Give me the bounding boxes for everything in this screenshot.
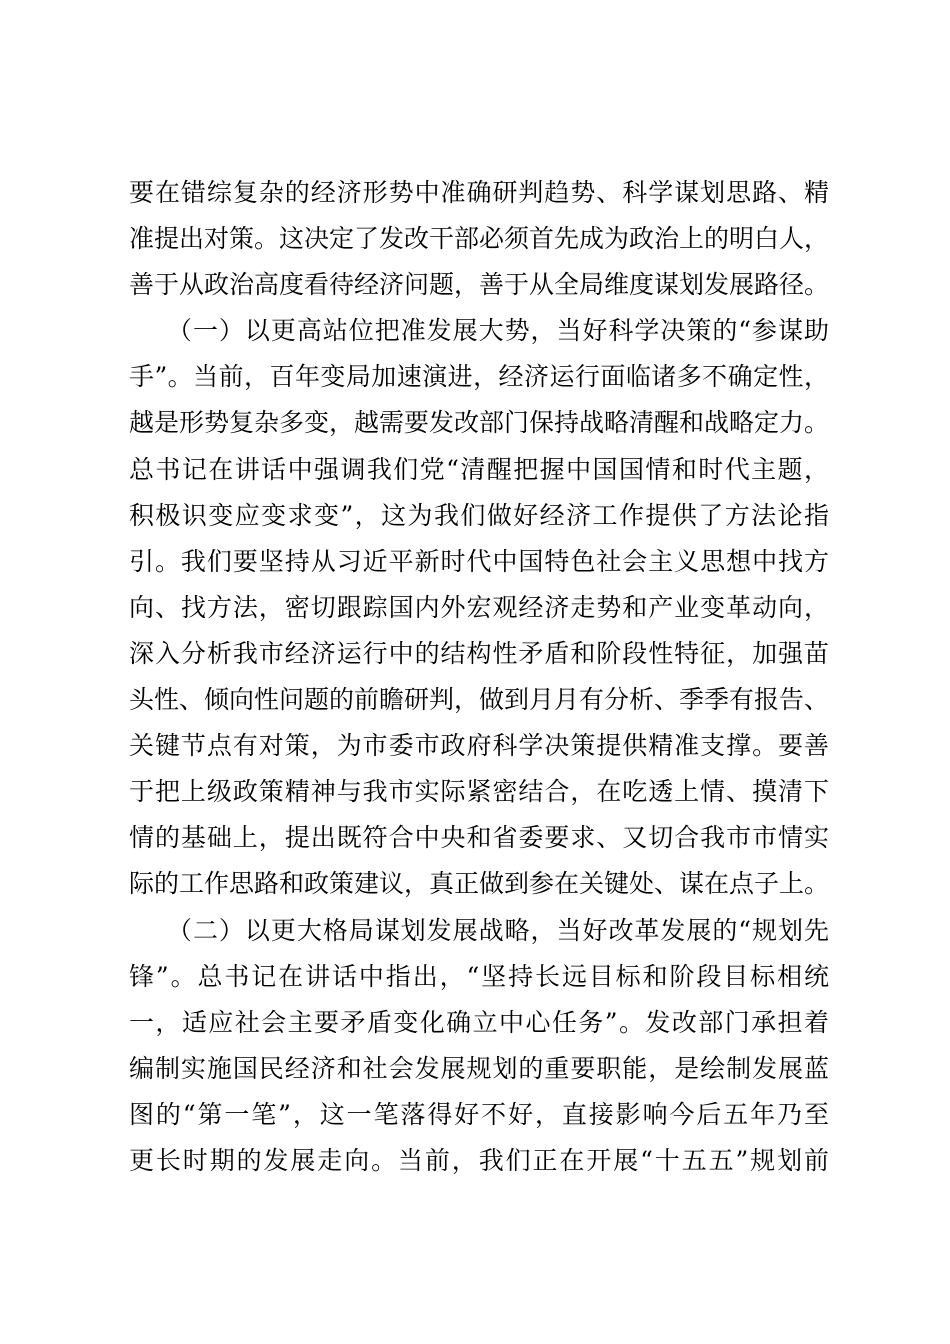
text-line: 一，适应社会主要矛盾变化确立中心任务”。发改部门承担着 bbox=[129, 1007, 829, 1037]
text-line: 向、找方法，密切跟踪国内外宏观经济走势和产业变革动向， bbox=[129, 592, 829, 622]
text-line: 情的基础上，提出既符合中央和省委要求、又切合我市市情实 bbox=[129, 823, 829, 853]
text-line: 善于从政治高度看待经济问题，善于从全局维度谋划发展路径。 bbox=[129, 270, 830, 300]
text-line: 更长时期的发展走向。当前，我们正在开展“十五五”规划前 bbox=[129, 1145, 829, 1175]
body-text bbox=[129, 170, 829, 1184]
text-line: 于把上级政策精神与我市实际紧密结合，在吃透上情、摸清下 bbox=[129, 777, 829, 807]
text-line: 关键节点有对策，为市委市政府科学决策提供精准支撑。要善 bbox=[129, 731, 829, 761]
text-line: 准提出对策。这决定了发改干部必须首先成为政治上的明白人， bbox=[129, 224, 830, 254]
text-line: 头性、倾向性问题的前瞻研判，做到月月有分析、季季有报告、 bbox=[129, 685, 830, 715]
text-line: 手”。当前，百年变局加速演进，经济运行面临诸多不确定性， bbox=[129, 362, 829, 392]
text-line: 引。我们要坚持从习近平新时代中国特色社会主义思想中找方 bbox=[129, 546, 829, 576]
text-line: 要在错综复杂的经济形势中准确研判趋势、科学谋划思路、精 bbox=[129, 178, 829, 207]
section-heading-line: （一）以更高站位把准发展大势，当好科学决策的“参谋助 bbox=[167, 316, 829, 346]
text-line: 深入分析我市经济运行中的结构性矛盾和阶段性特征，加强苗 bbox=[129, 638, 829, 668]
text-line: 编制实施国民经济和社会发展规划的重要职能，是绘制发展蓝 bbox=[129, 1053, 829, 1083]
text-line: 图的“第一笔”，这一笔落得好不好，直接影响今后五年乃至 bbox=[129, 1099, 829, 1129]
text-line: 积极识变应变求变”，这为我们做好经济工作提供了方法论指 bbox=[129, 500, 829, 530]
section-heading-line: （二）以更大格局谋划发展战略，当好改革发展的“规划先 bbox=[167, 915, 829, 945]
text-line: 越是形势复杂多变，越需要发改部门保持战略清醒和战略定力。 bbox=[129, 408, 830, 438]
text-line: 总书记在讲话中强调我们党“清醒把握中国国情和时代主题， bbox=[129, 454, 829, 484]
text-line: 际的工作思路和政策建议，真正做到参在关键处、谋在点子上。 bbox=[129, 869, 830, 899]
text-line: 锋”。总书记在讲话中指出，“坚持长远目标和阶段目标相统 bbox=[129, 961, 829, 991]
